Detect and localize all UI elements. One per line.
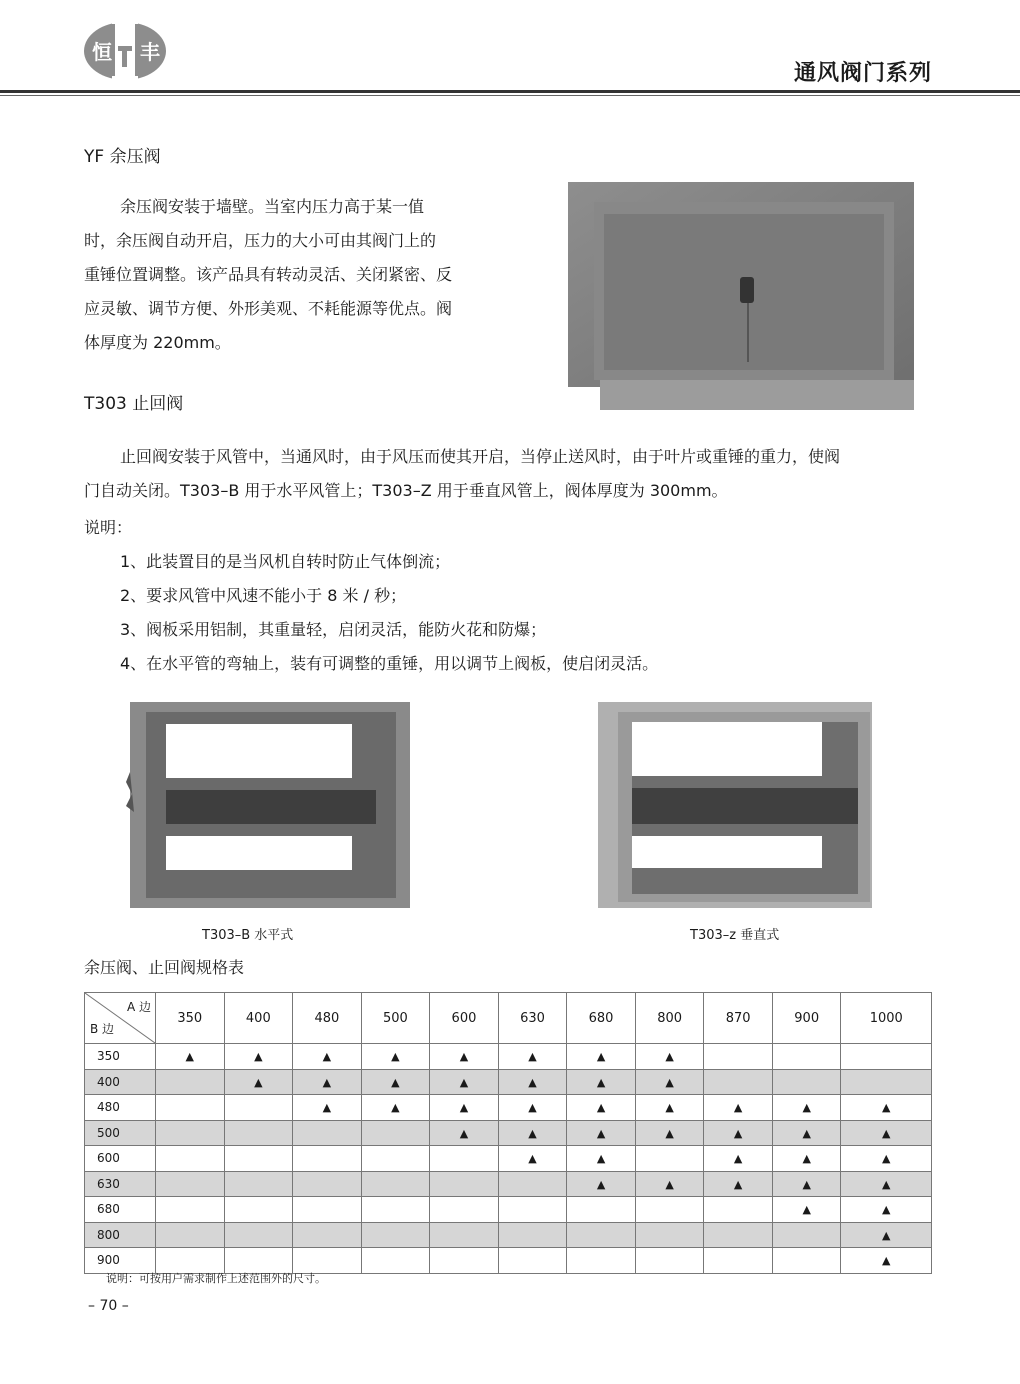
table-col-header: 680: [567, 993, 636, 1044]
logo-char-left: 恒: [92, 40, 112, 64]
table-cell: [635, 1248, 704, 1274]
table-cell: [498, 1095, 567, 1121]
table-cell: [841, 1044, 932, 1070]
table-cell: [704, 1069, 773, 1095]
table-cell: [567, 1171, 636, 1197]
table-cell: [704, 1197, 773, 1223]
availability-mark: ▲: [882, 1228, 891, 1242]
availability-mark: ▲: [322, 1050, 332, 1064]
table-cell: [704, 1146, 773, 1172]
notes-label: 说明：: [84, 518, 133, 537]
table-cell: [156, 1069, 225, 1095]
table-cell: [498, 1171, 567, 1197]
table-cell: [293, 1095, 362, 1121]
table-cell: [772, 1171, 841, 1197]
corner-label-a: A 边: [126, 1000, 151, 1014]
table-cell: [361, 1069, 430, 1095]
table-cell: [772, 1222, 841, 1248]
table-cell: [635, 1171, 704, 1197]
availability-mark: ▲: [528, 1075, 537, 1089]
table-row: [85, 1197, 932, 1223]
table-row-label: 350: [85, 1044, 156, 1070]
table-row-label: 630: [85, 1171, 156, 1197]
table-col-header: 480: [293, 993, 362, 1044]
section-title-t303: T303 止回阀: [84, 394, 184, 414]
availability-mark: ▲: [665, 1075, 674, 1089]
note-item: 2、要求风管中风速不能小于 8 米 / 秒；: [120, 586, 407, 605]
table-cell: [567, 1044, 636, 1070]
availability-mark: ▲: [596, 1126, 606, 1140]
table-row: [85, 1044, 932, 1070]
availability-mark: ▲: [322, 1075, 332, 1089]
availability-mark: ▲: [882, 1177, 891, 1191]
table-cell: [498, 1248, 567, 1274]
table-cell: [567, 1069, 636, 1095]
availability-mark: ▲: [882, 1152, 891, 1166]
table-col-header: 800: [635, 993, 704, 1044]
table-cell: [430, 1044, 499, 1070]
table-cell: [293, 1120, 362, 1146]
section-title-yf: YF 余压阀: [84, 147, 161, 167]
table-cell: [567, 1095, 636, 1121]
table-cell: [293, 1222, 362, 1248]
table-col-header: 400: [224, 993, 293, 1044]
table-cell: [361, 1044, 430, 1070]
availability-mark: ▲: [459, 1126, 469, 1140]
table-cell: [156, 1146, 225, 1172]
table-cell: [498, 1120, 567, 1146]
table-cell: [772, 1146, 841, 1172]
table-cell: [224, 1044, 293, 1070]
table-cell: [430, 1197, 499, 1223]
table-row: [85, 1146, 932, 1172]
table-cell: [704, 1171, 773, 1197]
table-cell: [156, 1095, 225, 1121]
table-cell: [430, 1248, 499, 1274]
table-col-header: 600: [430, 993, 499, 1044]
header-rule-thin: [0, 95, 1020, 96]
availability-mark: ▲: [665, 1050, 674, 1064]
table-cell: [841, 1222, 932, 1248]
availability-mark: ▲: [882, 1101, 891, 1115]
availability-mark: ▲: [459, 1050, 469, 1064]
availability-mark: ▲: [254, 1075, 263, 1089]
table-cell: [224, 1120, 293, 1146]
table-cell: [430, 1069, 499, 1095]
availability-mark: ▲: [882, 1126, 891, 1140]
availability-mark: ▲: [459, 1101, 469, 1115]
table-cell: [567, 1146, 636, 1172]
table-row: [85, 1222, 932, 1248]
table-cell: [841, 1248, 932, 1274]
availability-mark: ▲: [665, 1126, 674, 1140]
table-row-label: 500: [85, 1120, 156, 1146]
table-cell: [156, 1197, 225, 1223]
table-cell: [430, 1120, 499, 1146]
yf-line: 时，余压阀自动开启，压力的大小可由其阀门上的: [84, 231, 437, 250]
availability-mark: ▲: [528, 1050, 537, 1064]
table-cell: [293, 1171, 362, 1197]
table-col-header: 870: [704, 993, 773, 1044]
table-cell: [772, 1044, 841, 1070]
table-col-header: 1000: [841, 993, 932, 1044]
table-row: [85, 1171, 932, 1197]
availability-mark: ▲: [882, 1254, 891, 1268]
table-cell: [704, 1248, 773, 1274]
table-cell: [567, 1248, 636, 1274]
table-cell: [841, 1069, 932, 1095]
table-cell: [156, 1120, 225, 1146]
t303-line: 止回阀安装于风管中，当通风时，由于风压而使其开启，当停止送风时，由于叶片或重锤的重力，使阀: [120, 447, 841, 466]
table-cell: [293, 1146, 362, 1172]
table-cell: [498, 1044, 567, 1070]
table-cell: [772, 1069, 841, 1095]
availability-mark: ▲: [733, 1126, 743, 1140]
table-cell: [156, 1222, 225, 1248]
note-item: 4、在水平管的弯轴上，装有可调整的重锤，用以调节上阀板，使启闭灵活。: [120, 654, 659, 673]
table-cell: [704, 1095, 773, 1121]
table-cell: [704, 1222, 773, 1248]
table-cell: [224, 1171, 293, 1197]
t303-description: [84, 440, 944, 508]
table-cell: [841, 1095, 932, 1121]
availability-mark: ▲: [596, 1177, 606, 1191]
table-cell: [224, 1146, 293, 1172]
availability-mark: ▲: [391, 1050, 400, 1064]
table-cell: [498, 1222, 567, 1248]
table-cell: [361, 1248, 430, 1274]
t303z-valve-photo: [598, 702, 872, 908]
availability-mark: ▲: [733, 1177, 743, 1191]
table-row-label: 800: [85, 1222, 156, 1248]
table-note: 说明：可按用户需求制作上述范围外的尺寸。: [106, 1272, 326, 1285]
availability-mark: ▲: [665, 1101, 674, 1115]
table-cell: [635, 1069, 704, 1095]
table-cell: [361, 1197, 430, 1223]
table-cell: [704, 1120, 773, 1146]
table-corner-cell: [85, 993, 156, 1044]
table-cell: [293, 1044, 362, 1070]
table-cell: [156, 1044, 225, 1070]
table-header-row: [85, 993, 932, 1044]
note-item: 1、此装置目的是当风机自转时防止气体倒流；: [120, 552, 451, 571]
availability-mark: ▲: [185, 1050, 194, 1064]
yf-description: [84, 190, 504, 360]
table-row-label: 600: [85, 1146, 156, 1172]
availability-mark: ▲: [528, 1126, 537, 1140]
header-title: 通风阀门系列: [793, 60, 932, 86]
availability-mark: ▲: [459, 1075, 469, 1089]
table-cell: [772, 1120, 841, 1146]
table-cell: [772, 1197, 841, 1223]
yf-valve-photo: [568, 182, 914, 410]
availability-mark: ▲: [882, 1203, 891, 1217]
caption-t303z: T303–z 垂直式: [690, 928, 780, 943]
table-cell: [430, 1222, 499, 1248]
table-cell: [224, 1069, 293, 1095]
logo-char-right: 丰: [140, 40, 160, 64]
table-cell: [772, 1095, 841, 1121]
availability-mark: ▲: [802, 1126, 811, 1140]
availability-mark: ▲: [596, 1152, 606, 1166]
yf-line: 重锤位置调整。该产品具有转动灵活、关闭紧密、反: [84, 265, 453, 284]
caption-t303b: T303–B 水平式: [202, 928, 294, 943]
table-cell: [224, 1095, 293, 1121]
table-cell: [841, 1146, 932, 1172]
note-item: 3、阀板采用铝制，其重量轻，启闭灵活，能防火花和防爆；: [120, 620, 547, 639]
table-col-header: 350: [156, 993, 225, 1044]
table-cell: [841, 1171, 932, 1197]
availability-mark: ▲: [733, 1101, 743, 1115]
t303b-valve-photo: [126, 702, 410, 908]
table-cell: [704, 1044, 773, 1070]
table-cell: [224, 1197, 293, 1223]
table-cell: [635, 1146, 704, 1172]
yf-line: 应灵敏、调节方便、外形美观、不耗能源等优点。阀: [84, 299, 453, 318]
table-row-label: 680: [85, 1197, 156, 1223]
table-cell: [635, 1095, 704, 1121]
table-cell: [293, 1197, 362, 1223]
table-cell: [635, 1120, 704, 1146]
table-cell: [430, 1171, 499, 1197]
table-col-header: 630: [498, 993, 567, 1044]
spec-table: [84, 992, 932, 1274]
page-number: – 70 –: [88, 1298, 129, 1314]
table-cell: [841, 1197, 932, 1223]
table-cell: [361, 1120, 430, 1146]
availability-mark: ▲: [596, 1075, 606, 1089]
table-cell: [430, 1095, 499, 1121]
table-cell: [224, 1222, 293, 1248]
table-cell: [567, 1197, 636, 1223]
corner-label-b: B 边: [90, 1022, 115, 1036]
table-row: [85, 1095, 932, 1121]
table-cell: [772, 1248, 841, 1274]
table-cell: [361, 1146, 430, 1172]
table-cell: [361, 1222, 430, 1248]
t303-line: 门自动关闭。T303–B 用于水平风管上；T303–Z 用于垂直风管上，阀体厚度为 300mm。: [84, 481, 728, 500]
table-cell: [430, 1146, 499, 1172]
availability-mark: ▲: [733, 1152, 743, 1166]
availability-mark: ▲: [528, 1152, 537, 1166]
table-cell: [635, 1044, 704, 1070]
table-cell: [498, 1069, 567, 1095]
table-cell: [498, 1197, 567, 1223]
availability-mark: ▲: [802, 1101, 811, 1115]
availability-mark: ▲: [322, 1101, 332, 1115]
yf-line: 体厚度为 220mm。: [84, 333, 231, 352]
availability-mark: ▲: [802, 1152, 811, 1166]
availability-mark: ▲: [596, 1101, 606, 1115]
availability-mark: ▲: [596, 1050, 606, 1064]
table-cell: [567, 1222, 636, 1248]
table-row-label: 900: [85, 1248, 156, 1274]
table-row: [85, 1069, 932, 1095]
table-col-header: 900: [772, 993, 841, 1044]
availability-mark: ▲: [528, 1101, 537, 1115]
availability-mark: ▲: [254, 1050, 263, 1064]
table-row: [85, 1120, 932, 1146]
table-cell: [841, 1120, 932, 1146]
table-cell: [635, 1222, 704, 1248]
availability-mark: ▲: [665, 1177, 674, 1191]
availability-mark: ▲: [391, 1075, 400, 1089]
brand-logo: [82, 18, 168, 82]
availability-mark: ▲: [391, 1101, 400, 1115]
table-cell: [635, 1197, 704, 1223]
table-title: 余压阀、止回阀规格表: [84, 958, 245, 977]
header-rule: [0, 90, 1020, 93]
table-col-header: 500: [361, 993, 430, 1044]
table-cell: [156, 1171, 225, 1197]
yf-line: 余压阀安装于墙壁。当室内压力高于某一值: [120, 197, 425, 216]
table-cell: [361, 1095, 430, 1121]
availability-mark: ▲: [802, 1203, 811, 1217]
table-cell: [361, 1171, 430, 1197]
table-cell: [498, 1146, 567, 1172]
availability-mark: ▲: [802, 1177, 811, 1191]
table-row-label: 480: [85, 1095, 156, 1121]
table-cell: [293, 1069, 362, 1095]
table-cell: [567, 1120, 636, 1146]
table-row-label: 400: [85, 1069, 156, 1095]
